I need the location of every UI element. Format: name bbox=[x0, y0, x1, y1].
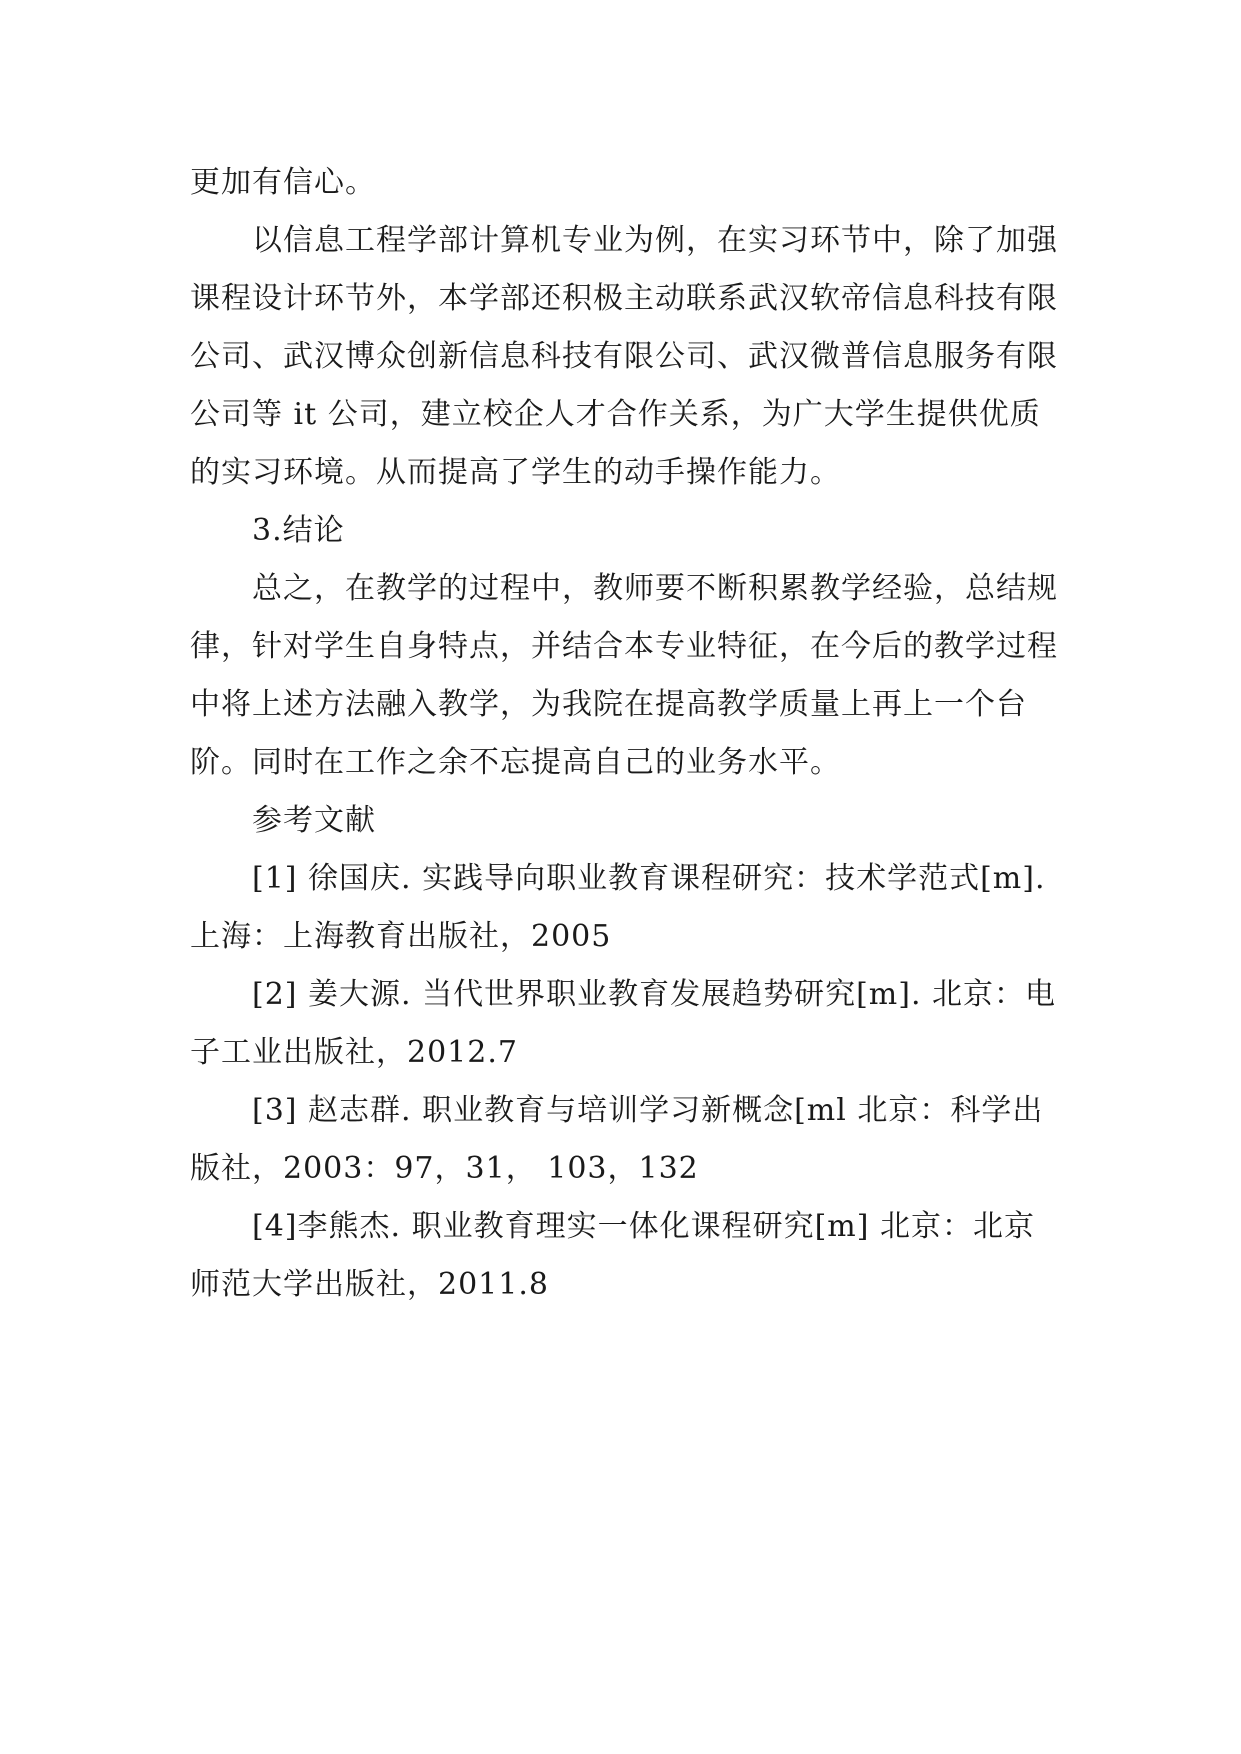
section-heading-references: 参考文献 bbox=[252, 803, 376, 838]
reference-item-2: [2] 姜大源. 当代世界职业教育发展趋势研究[m]. 北京：电子工业出版社，2012.7 bbox=[190, 977, 1057, 1070]
document-body bbox=[190, 154, 1060, 1314]
paragraph-conclusion: 总之，在教学的过程中，教师要不断积累教学经验，总结规律，针对学生自身特点，并结合本专业特征，在今后的教学过程中将上述方法融入教学，为我院在提高教学质量上再上一个台阶。同时在工作之余不忘提高自己的业务水平。 bbox=[190, 571, 1058, 780]
paragraph-internship-example: 以信息工程学部计算机专业为例，在实习环节中，除了加强课程设计环节外，本学部还积极主动联系武汉软帝信息科技有限公司、武汉博众创新信息科技有限公司、武汉微普信息服务有限公司等 it 公司，建立校企人才合作关系，为广大学生提供优质的实习环境。从而提高了学生的动手操作能力。 bbox=[190, 223, 1058, 490]
paragraph-continuation: 更加有信心。 bbox=[190, 165, 376, 200]
reference-item-3: [3] 赵志群. 职业教育与培训学习新概念[ml 北京：科学出版社，2003：97，31， 103，132 bbox=[190, 1093, 1044, 1186]
reference-item-1: [1] 徐国庆. 实践导向职业教育课程研究：技术学范式[m]. 上海：上海教育出版社，2005 bbox=[190, 861, 1046, 954]
section-heading-conclusion: 3.结论 bbox=[252, 513, 345, 548]
reference-item-4: [4]李熊杰. 职业教育理实一体化课程研究[m] 北京：北京师范大学出版社，2011.8 bbox=[190, 1209, 1035, 1302]
